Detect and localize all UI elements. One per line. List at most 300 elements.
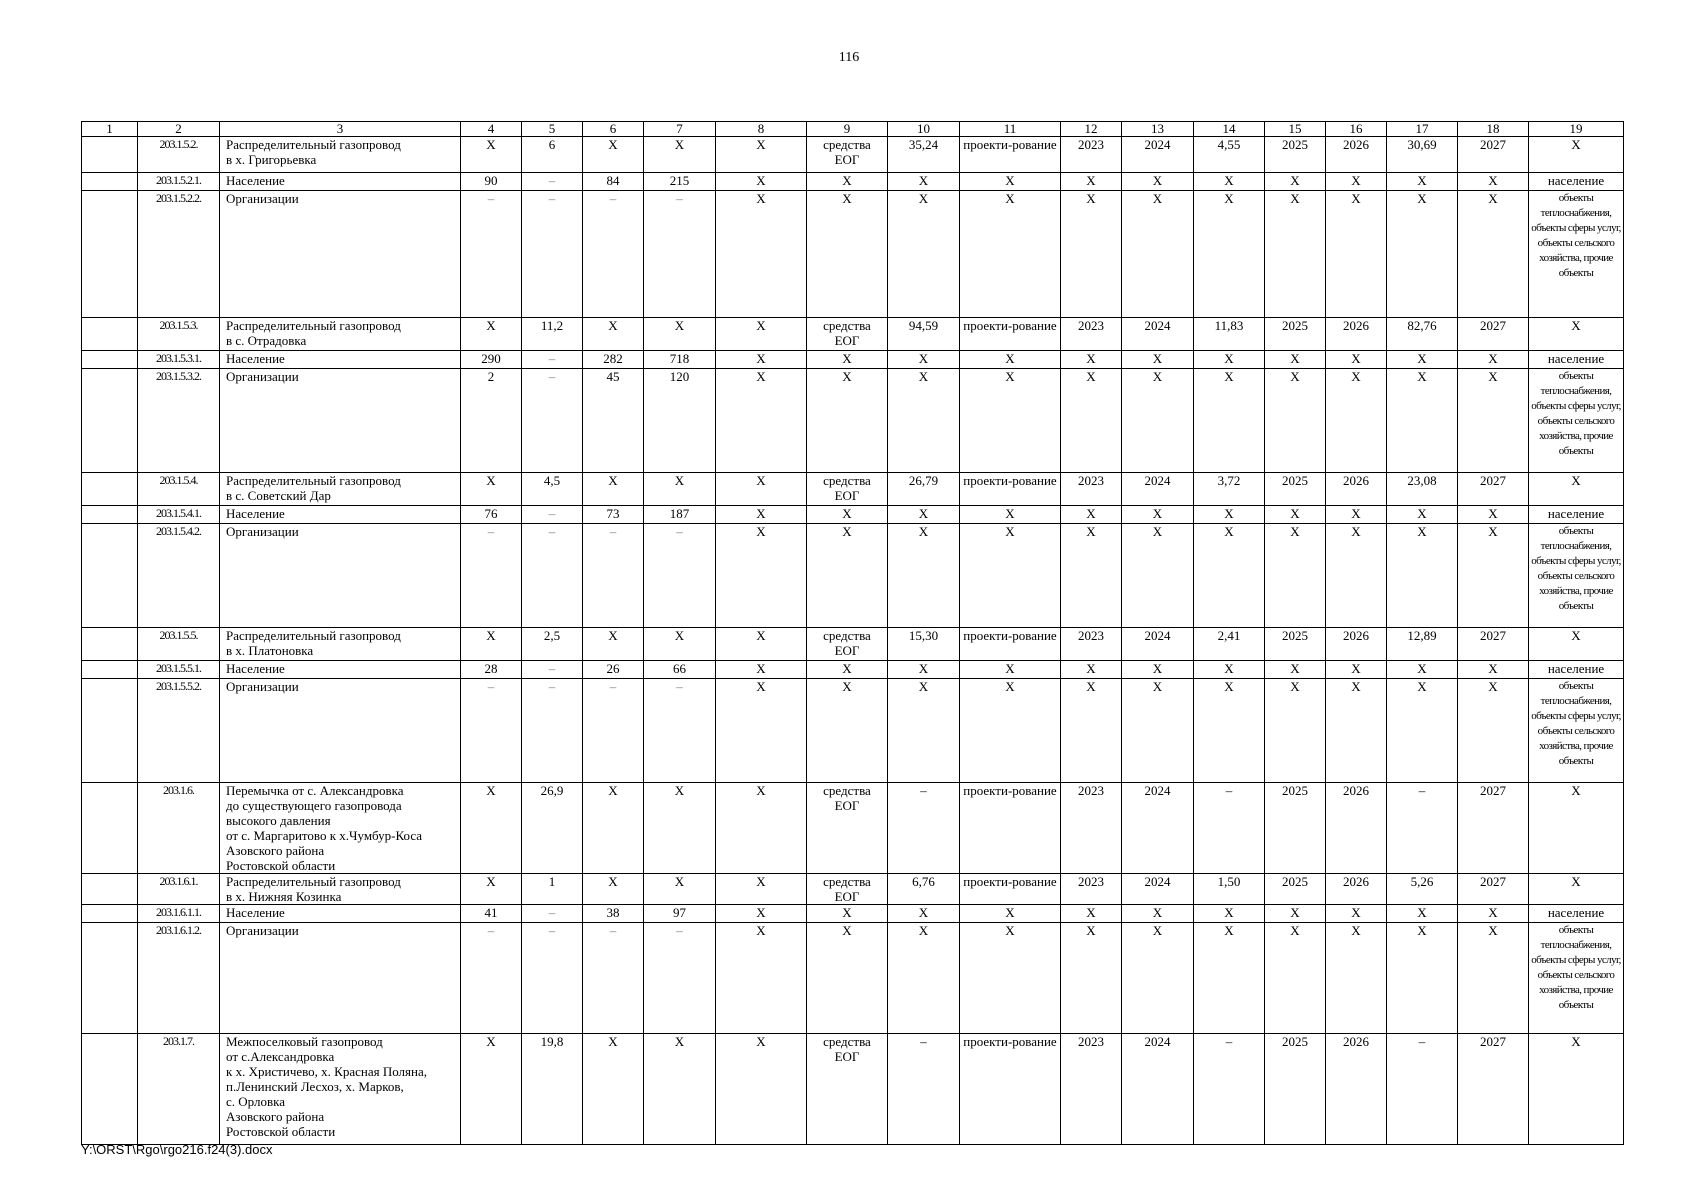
table-cell: –	[1194, 783, 1265, 874]
table-cell: 1	[522, 874, 583, 905]
item-code-cell: 203.1.6.	[138, 783, 220, 874]
table-cell: Х	[960, 905, 1061, 923]
table-cell: –	[1387, 783, 1458, 874]
table-cell: Х	[1387, 905, 1458, 923]
table-cell: –	[1387, 1034, 1458, 1145]
item-code-cell: 203.1.6.1.2.	[138, 923, 220, 1034]
table-cell: 2025	[1265, 874, 1326, 905]
purpose-cell: объекты теплоснабжения, объекты сферы услуг, объекты сельского хозяйства, прочие объекты	[1529, 923, 1624, 1034]
table-cell: проекти-рование	[960, 1034, 1061, 1145]
table-cell: –	[583, 679, 644, 783]
column-header-9: 9	[807, 122, 888, 137]
table-cell: Х	[1458, 524, 1529, 628]
table-cell: 26,79	[888, 473, 960, 506]
table-cell: 2026	[1326, 874, 1387, 905]
table-cell: Х	[1265, 506, 1326, 524]
table-cell: Х	[1265, 905, 1326, 923]
table-cell: Х	[888, 923, 960, 1034]
table-cell: 2026	[1326, 318, 1387, 351]
table-cell: 1,50	[1194, 874, 1265, 905]
table-cell: Х	[644, 874, 716, 905]
table-cell: Х	[716, 318, 807, 351]
table-cell: Х	[807, 506, 888, 524]
table-cell: Х	[716, 137, 807, 173]
item-code-cell: 203.1.5.2.	[138, 137, 220, 173]
table-cell: Х	[1122, 524, 1194, 628]
purpose-cell: Х	[1529, 137, 1624, 173]
table-cell: 76	[461, 506, 522, 524]
table-row	[82, 628, 1624, 661]
table-cell: Х	[807, 679, 888, 783]
table-cell: Х	[960, 506, 1061, 524]
table-cell: Х	[888, 679, 960, 783]
item-name-cell: Население	[220, 661, 461, 679]
table-cell: –	[522, 369, 583, 473]
table-cell	[82, 1034, 138, 1145]
table-cell: Х	[1387, 661, 1458, 679]
table-row	[82, 524, 1624, 628]
table-cell: 2027	[1458, 137, 1529, 173]
table-cell: Х	[1194, 661, 1265, 679]
table-row	[82, 506, 1624, 524]
table-cell: Х	[1265, 351, 1326, 369]
table-row	[82, 679, 1624, 783]
table-cell: Х	[1061, 524, 1122, 628]
item-code-cell: 203.1.5.3.1.	[138, 351, 220, 369]
page-number: 116	[838, 50, 860, 65]
table-cell	[82, 137, 138, 173]
purpose-cell: население	[1529, 905, 1624, 923]
table-cell: Х	[888, 191, 960, 318]
table-cell: Х	[716, 628, 807, 661]
table-cell: Х	[1326, 905, 1387, 923]
column-header-5: 5	[522, 122, 583, 137]
table-cell: Х	[888, 506, 960, 524]
table-cell: проекти-рование	[960, 628, 1061, 661]
table-cell: –	[644, 524, 716, 628]
table-cell: 12,89	[1387, 628, 1458, 661]
table-cell: Х	[807, 173, 888, 191]
table-cell: –	[522, 679, 583, 783]
table-cell: –	[583, 923, 644, 1034]
table-cell: 94,59	[888, 318, 960, 351]
table-cell: 2025	[1265, 473, 1326, 506]
table-cell: 2023	[1061, 783, 1122, 874]
purpose-cell: население	[1529, 173, 1624, 191]
table-cell: –	[583, 524, 644, 628]
table-cell: –	[888, 783, 960, 874]
table-cell: Х	[1265, 369, 1326, 473]
column-header-13: 13	[1122, 122, 1194, 137]
table-cell	[82, 679, 138, 783]
table-cell: 2,41	[1194, 628, 1265, 661]
table-cell: Х	[583, 1034, 644, 1145]
table-cell: 2025	[1265, 783, 1326, 874]
column-header-10: 10	[888, 122, 960, 137]
table-cell: Х	[1194, 191, 1265, 318]
table-cell: Х	[583, 783, 644, 874]
table-cell: Х	[1326, 369, 1387, 473]
item-name-cell: Распределительный газопровод в с. Отрадовка	[220, 318, 461, 351]
table-cell: –	[583, 191, 644, 318]
table-cell: Х	[807, 191, 888, 318]
table-cell: 73	[583, 506, 644, 524]
item-name-cell: Население	[220, 506, 461, 524]
purpose-cell: население	[1529, 661, 1624, 679]
column-header-7: 7	[644, 122, 716, 137]
table-cell: Х	[807, 905, 888, 923]
table-cell: –	[644, 679, 716, 783]
table-cell: Х	[1061, 369, 1122, 473]
table-cell	[82, 783, 138, 874]
table-cell: Х	[807, 369, 888, 473]
purpose-cell: Х	[1529, 874, 1624, 905]
table-cell: Х	[1194, 506, 1265, 524]
table-cell: Х	[888, 905, 960, 923]
table-cell: 41	[461, 905, 522, 923]
table-cell: Х	[644, 783, 716, 874]
table-cell: Х	[1122, 679, 1194, 783]
table-cell	[82, 191, 138, 318]
column-header-8: 8	[716, 122, 807, 137]
table-cell: 4,5	[522, 473, 583, 506]
table-cell: проекти-рование	[960, 783, 1061, 874]
table-cell: Х	[960, 351, 1061, 369]
table-cell: Х	[1387, 923, 1458, 1034]
item-name-cell: Организации	[220, 923, 461, 1034]
item-code-cell: 203.1.5.4.	[138, 473, 220, 506]
table-cell: 15,30	[888, 628, 960, 661]
purpose-cell: Х	[1529, 473, 1624, 506]
table-cell	[82, 369, 138, 473]
table-cell: Х	[461, 628, 522, 661]
table-cell: Х	[1387, 369, 1458, 473]
table-cell: –	[522, 661, 583, 679]
table-row	[82, 369, 1624, 473]
table-cell: 2027	[1458, 874, 1529, 905]
table-cell	[82, 173, 138, 191]
column-header-18: 18	[1458, 122, 1529, 137]
table-cell: Х	[807, 351, 888, 369]
item-code-cell: 203.1.5.3.	[138, 318, 220, 351]
table-cell: 6,76	[888, 874, 960, 905]
table-cell: Х	[716, 874, 807, 905]
table-cell	[82, 318, 138, 351]
table-cell: Х	[1326, 524, 1387, 628]
table-cell: Х	[888, 524, 960, 628]
table-cell: Х	[1458, 351, 1529, 369]
table-cell	[82, 874, 138, 905]
table-cell	[82, 661, 138, 679]
table-cell: Х	[644, 137, 716, 173]
table-cell: 282	[583, 351, 644, 369]
table-cell: Х	[716, 369, 807, 473]
item-code-cell: 203.1.5.4.2.	[138, 524, 220, 628]
table-cell: 2025	[1265, 137, 1326, 173]
table-cell: 38	[583, 905, 644, 923]
table-cell: 26,9	[522, 783, 583, 874]
table-cell: Х	[1265, 679, 1326, 783]
table-cell: Х	[716, 191, 807, 318]
table-cell: Х	[583, 628, 644, 661]
table-cell: Х	[1194, 524, 1265, 628]
table-cell: Х	[1122, 191, 1194, 318]
table-cell: –	[461, 524, 522, 628]
table-cell: 97	[644, 905, 716, 923]
item-name-cell: Население	[220, 351, 461, 369]
table-cell: Х	[888, 173, 960, 191]
item-code-cell: 203.1.7.	[138, 1034, 220, 1145]
table-cell	[82, 473, 138, 506]
table-cell: Х	[1061, 679, 1122, 783]
table-cell: Х	[1326, 661, 1387, 679]
item-name-cell: Перемычка от с. Александровка до существующего газопровода высокого давления от с. Маргаритово к х.Чумбур-Коса Азовского района Ростовской области	[220, 783, 461, 874]
table-cell: –	[522, 191, 583, 318]
table-cell: средства ЕОГ	[807, 628, 888, 661]
table-cell: 82,76	[1387, 318, 1458, 351]
purpose-cell: Х	[1529, 318, 1624, 351]
table-cell: Х	[1061, 905, 1122, 923]
table-cell: 30,69	[1387, 137, 1458, 173]
table-cell	[82, 524, 138, 628]
table-cell: средства ЕОГ	[807, 318, 888, 351]
data-table	[81, 121, 1624, 1145]
column-header-4: 4	[461, 122, 522, 137]
table-cell: Х	[1458, 905, 1529, 923]
table-cell: Х	[1387, 351, 1458, 369]
purpose-cell: объекты теплоснабжения, объекты сферы услуг, объекты сельского хозяйства, прочие объекты	[1529, 679, 1624, 783]
table-cell: –	[461, 923, 522, 1034]
table-cell	[82, 628, 138, 661]
table-cell: 2024	[1122, 318, 1194, 351]
table-cell: Х	[644, 318, 716, 351]
table-cell: 19,8	[522, 1034, 583, 1145]
footer-file-path: Y:\ORST\Rgo\rgo216.f24(3).docx	[81, 1142, 273, 1157]
table-cell: Х	[461, 874, 522, 905]
table-cell: Х	[1194, 905, 1265, 923]
column-header-17: 17	[1387, 122, 1458, 137]
table-cell: –	[1194, 1034, 1265, 1145]
table-cell: Х	[461, 1034, 522, 1145]
table-cell: Х	[1265, 173, 1326, 191]
item-code-cell: 203.1.5.2.2.	[138, 191, 220, 318]
table-row	[82, 874, 1624, 905]
item-name-cell: Организации	[220, 524, 461, 628]
table-cell: 2024	[1122, 137, 1194, 173]
table-cell: 2026	[1326, 137, 1387, 173]
table-cell: Х	[716, 1034, 807, 1145]
table-cell: –	[461, 679, 522, 783]
table-cell: Х	[1265, 661, 1326, 679]
column-header-6: 6	[583, 122, 644, 137]
table-cell: –	[522, 173, 583, 191]
table-cell: Х	[716, 905, 807, 923]
table-row	[82, 1034, 1624, 1145]
column-header-15: 15	[1265, 122, 1326, 137]
table-cell: 290	[461, 351, 522, 369]
table-row	[82, 173, 1624, 191]
table-cell: Х	[888, 369, 960, 473]
table-cell: Х	[1458, 173, 1529, 191]
table-cell: 66	[644, 661, 716, 679]
table-cell: средства ЕОГ	[807, 473, 888, 506]
table-cell: Х	[1061, 173, 1122, 191]
table-cell: 3,72	[1194, 473, 1265, 506]
table-cell	[82, 351, 138, 369]
table-cell: Х	[1061, 661, 1122, 679]
header-row	[82, 122, 1624, 137]
table-cell: Х	[716, 351, 807, 369]
table-cell: 2026	[1326, 783, 1387, 874]
table-cell: 35,24	[888, 137, 960, 173]
item-code-cell: 203.1.6.1.	[138, 874, 220, 905]
table-cell: 28	[461, 661, 522, 679]
table-cell: 2024	[1122, 473, 1194, 506]
table-cell: Х	[1387, 524, 1458, 628]
table-cell: средства ЕОГ	[807, 137, 888, 173]
item-code-cell: 203.1.5.4.1.	[138, 506, 220, 524]
table-cell: 2023	[1061, 137, 1122, 173]
table-row	[82, 473, 1624, 506]
table-cell: Х	[1122, 351, 1194, 369]
table-cell: Х	[1194, 923, 1265, 1034]
table-cell: Х	[960, 661, 1061, 679]
table-cell: Х	[1194, 369, 1265, 473]
table-cell: 5,26	[1387, 874, 1458, 905]
table-cell: Х	[960, 191, 1061, 318]
table-body	[82, 137, 1624, 1145]
table-cell: 26	[583, 661, 644, 679]
item-name-cell: Организации	[220, 369, 461, 473]
table-cell: Х	[716, 506, 807, 524]
item-name-cell: Распределительный газопровод в х. Нижняя Козинка	[220, 874, 461, 905]
column-header-16: 16	[1326, 122, 1387, 137]
table-cell: 2026	[1326, 628, 1387, 661]
table-cell: Х	[716, 524, 807, 628]
item-name-cell: Распределительный газопровод в с. Советский Дар	[220, 473, 461, 506]
purpose-cell: население	[1529, 351, 1624, 369]
table-cell	[82, 506, 138, 524]
table-cell: Х	[583, 874, 644, 905]
column-header-19: 19	[1529, 122, 1624, 137]
table-cell: Х	[1265, 191, 1326, 318]
table-cell: средства ЕОГ	[807, 874, 888, 905]
table-cell: Х	[1326, 173, 1387, 191]
table-row	[82, 351, 1624, 369]
table-cell: Х	[583, 473, 644, 506]
table-cell: Х	[583, 137, 644, 173]
table-cell: 23,08	[1387, 473, 1458, 506]
table-cell: Х	[807, 661, 888, 679]
item-name-cell: Население	[220, 173, 461, 191]
table-cell: Х	[1326, 506, 1387, 524]
table-cell: –	[461, 191, 522, 318]
table-cell: проекти-рование	[960, 318, 1061, 351]
table-cell: Х	[1122, 506, 1194, 524]
table-cell: Х	[461, 473, 522, 506]
table-cell: Х	[1387, 191, 1458, 318]
table-row	[82, 318, 1624, 351]
table-cell: 215	[644, 173, 716, 191]
column-header-12: 12	[1061, 122, 1122, 137]
table-cell: Х	[1061, 923, 1122, 1034]
table-cell: Х	[888, 661, 960, 679]
table-cell: 187	[644, 506, 716, 524]
table-cell: 2025	[1265, 318, 1326, 351]
table-cell: Х	[1458, 679, 1529, 783]
table-cell: 718	[644, 351, 716, 369]
table-cell: 2024	[1122, 874, 1194, 905]
table-cell: Х	[716, 923, 807, 1034]
table-row	[82, 783, 1624, 874]
purpose-cell: Х	[1529, 783, 1624, 874]
table-cell: Х	[716, 783, 807, 874]
column-header-3: 3	[220, 122, 461, 137]
table-cell: Х	[583, 318, 644, 351]
table-cell: Х	[1122, 923, 1194, 1034]
purpose-cell: Х	[1529, 628, 1624, 661]
table-cell: 2027	[1458, 1034, 1529, 1145]
table-cell: 2024	[1122, 1034, 1194, 1145]
table-cell: 2025	[1265, 628, 1326, 661]
table-cell: Х	[888, 351, 960, 369]
table-cell: –	[522, 506, 583, 524]
table-cell: Х	[1194, 351, 1265, 369]
table-cell: Х	[1122, 905, 1194, 923]
item-code-cell: 203.1.5.3.2.	[138, 369, 220, 473]
table-cell: средства ЕОГ	[807, 1034, 888, 1145]
item-code-cell: 203.1.5.5.	[138, 628, 220, 661]
table-cell: Х	[1122, 661, 1194, 679]
purpose-cell: объекты теплоснабжения, объекты сферы услуг, объекты сельского хозяйства, прочие объекты	[1529, 524, 1624, 628]
table-cell: Х	[1061, 351, 1122, 369]
table-cell: 2023	[1061, 473, 1122, 506]
table-cell: 6	[522, 137, 583, 173]
table-cell: –	[888, 1034, 960, 1145]
table-cell: Х	[1061, 506, 1122, 524]
purpose-cell: объекты теплоснабжения, объекты сферы услуг, объекты сельского хозяйства, прочие объекты	[1529, 191, 1624, 318]
table-cell: Х	[1265, 524, 1326, 628]
table-cell: –	[644, 923, 716, 1034]
table-cell: Х	[1326, 351, 1387, 369]
table-row	[82, 923, 1624, 1034]
table-cell: Х	[1387, 173, 1458, 191]
table-cell: 2027	[1458, 473, 1529, 506]
table-cell: Х	[1387, 506, 1458, 524]
column-header-11: 11	[960, 122, 1061, 137]
column-header-1: 1	[82, 122, 138, 137]
table-cell: средства ЕОГ	[807, 783, 888, 874]
table-cell: Х	[1194, 679, 1265, 783]
item-name-cell: Распределительный газопровод в х. Платоновка	[220, 628, 461, 661]
table-cell: Х	[1326, 679, 1387, 783]
table-cell: 2024	[1122, 628, 1194, 661]
table-cell: 2023	[1061, 318, 1122, 351]
table-cell: 120	[644, 369, 716, 473]
table-cell: Х	[1458, 923, 1529, 1034]
table-cell: Х	[644, 473, 716, 506]
table-cell: Х	[1326, 923, 1387, 1034]
item-code-cell: 203.1.6.1.1.	[138, 905, 220, 923]
table-cell: Х	[716, 473, 807, 506]
table-cell: 2027	[1458, 783, 1529, 874]
table-cell: 2026	[1326, 473, 1387, 506]
item-name-cell: Организации	[220, 679, 461, 783]
table-cell: 2025	[1265, 1034, 1326, 1145]
table-cell: Х	[960, 369, 1061, 473]
table-cell: Х	[807, 524, 888, 628]
table-row	[82, 191, 1624, 318]
